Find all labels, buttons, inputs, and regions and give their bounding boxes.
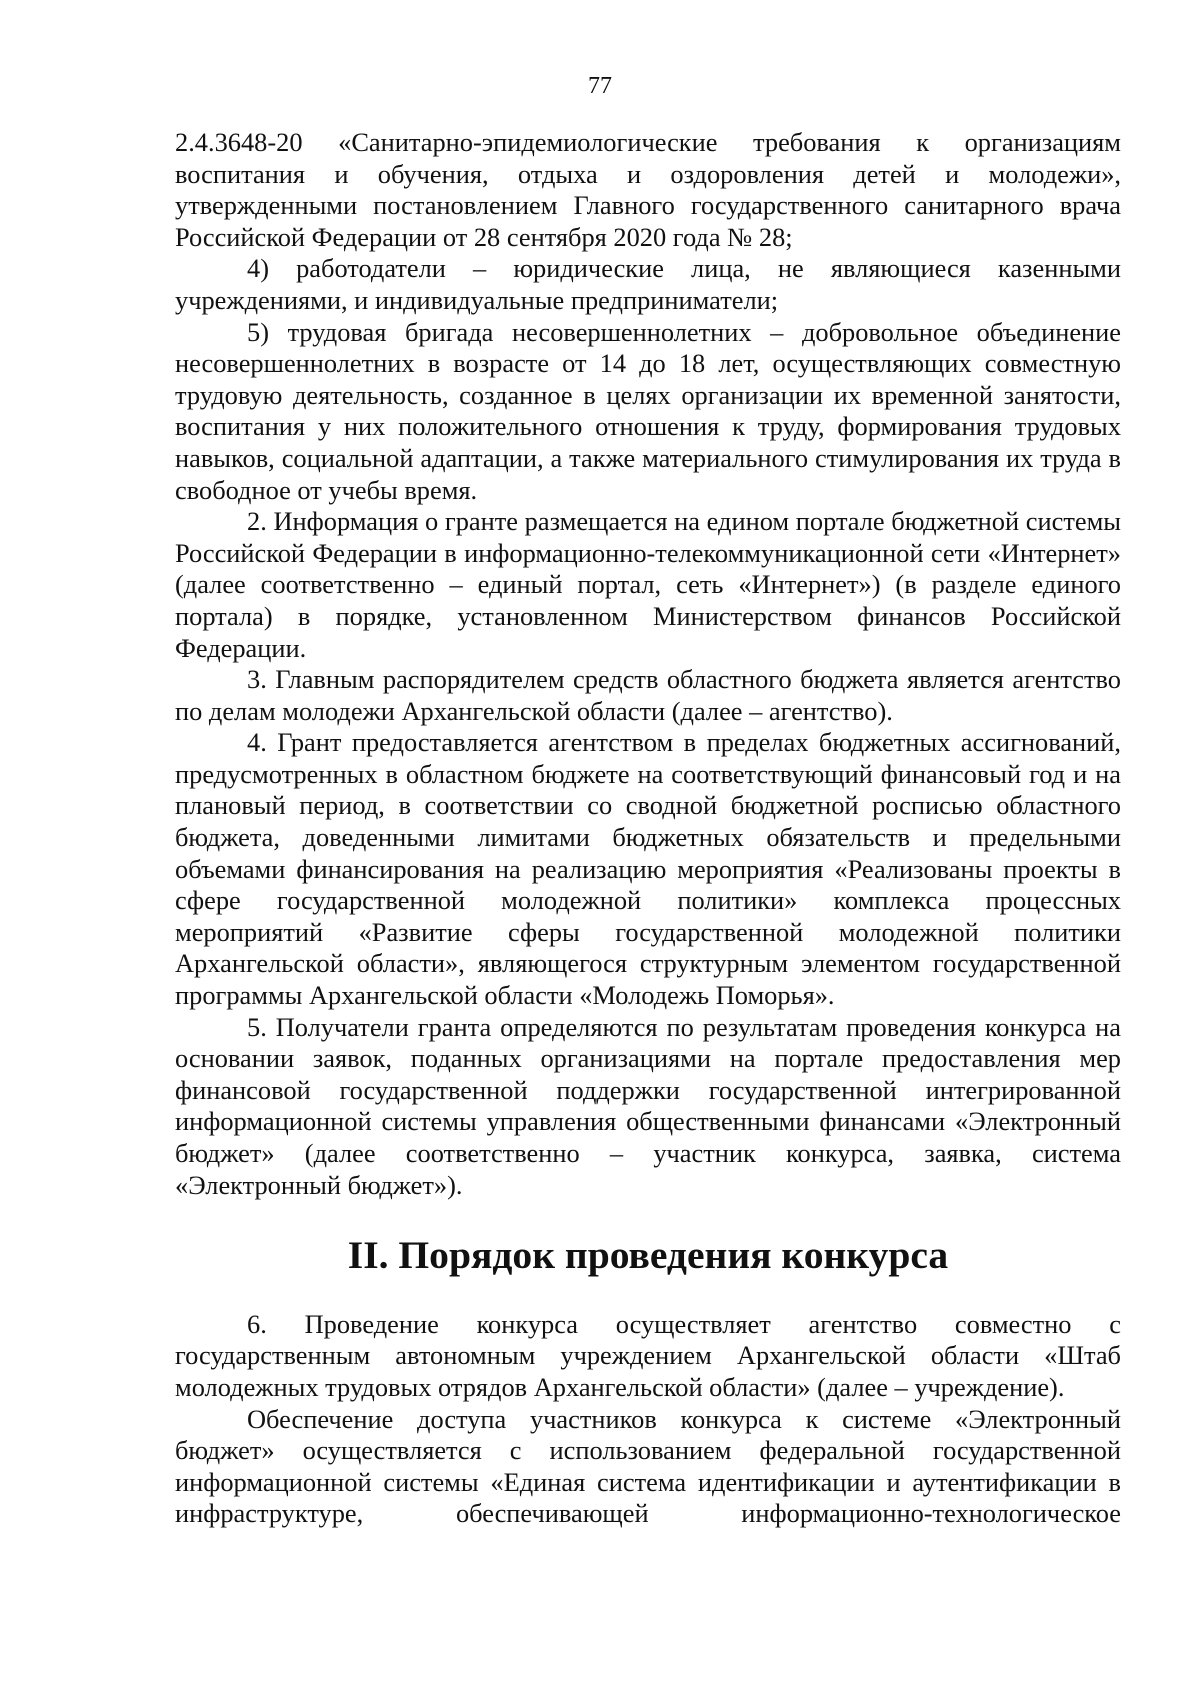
page-number: 77 xyxy=(588,73,612,99)
section-heading: II. Порядок проведения конкурса xyxy=(347,1233,949,1278)
paragraph-labor-brigade: 5) трудовая бригада несовершеннолетних – добровольное объединение несовершеннолетних в возрасте от 14 до 18 лет, осуществляющих совместную трудовую деятельность, созданное в целях организации их временной занятости, воспитания у них положительного отношения к труду, формирования трудовых навыков, социальной адаптации, а также материального стимулирования их труда в свободное от учебы время. xyxy=(175,316,1121,505)
paragraph-access: Обеспечение доступа участников конкурса к системе «Электронный бюджет» осуществляется с использованием федеральной государственной информационной системы «Единая система идентификации и аутентификации в инфраструктуре, обеспечивающей информационно-технологическое xyxy=(175,1403,1121,1529)
paragraph-item-5: 5. Получатели гранта определяются по результатам проведения конкурса на основании заявок, поданных организациями на портале предоставления мер финансовой государственной поддержки государственной интегрированной информационной системы управления общественными финансами «Электронный бюджет» (далее соответственно – участник конкурса, заявка, система «Электронный бюджет»). xyxy=(175,1011,1121,1200)
paragraph-item-6: 6. Проведение конкурса осуществляет агентство совместно с государственным автономным учреждением Архангельской области «Штаб молодежных трудовых отрядов Архангельской области» (далее – учреждение). xyxy=(175,1308,1121,1402)
paragraph-item-3: 3. Главным распорядителем средств областного бюджета является агентство по делам молодежи Архангельской области (далее – агентство). xyxy=(175,664,1121,726)
document-body xyxy=(175,127,1121,1530)
paragraph-employers: 4) работодатели – юридические лица, не являющиеся казенными учреждениями, и индивидуальные предприниматели; xyxy=(175,253,1121,315)
paragraph-continuation: 2.4.3648-20 «Санитарно-эпидемиологические требования к организациям воспитания и обучения, отдыха и оздоровления детей и молодежи», утвержденными постановлением Главного государственного санитарного врача Российской Федерации от 28 сентября 2020 года № 28; xyxy=(175,127,1121,252)
paragraph-item-4: 4. Грант предоставляется агентством в пределах бюджетных ассигнований, предусмотренных в областном бюджете на соответствующий финансовый год и на плановый период, в соответствии со сводной бюджетной росписью областного бюджета, доведенными лимитами бюджетных обязательств и предельными объемами финансирования на реализацию мероприятия «Реализованы проекты в сфере государственной молодежной политики» комплекса процессных мероприятий «Развитие сферы государственной молодежной политики Архангельской области», являющегося структурным элементом государственной программы Архангельской области «Молодежь Поморья». xyxy=(175,727,1121,1011)
paragraph-item-2: 2. Информация о гранте размещается на едином портале бюджетной системы Российской Федерации в информационно-телекоммуникационной сети «Интернет» (далее соответственно – единый портал, сеть «Интернет») (в разделе единого портала) в порядке, установленном Министерством финансов Российской Федерации. xyxy=(175,506,1121,663)
